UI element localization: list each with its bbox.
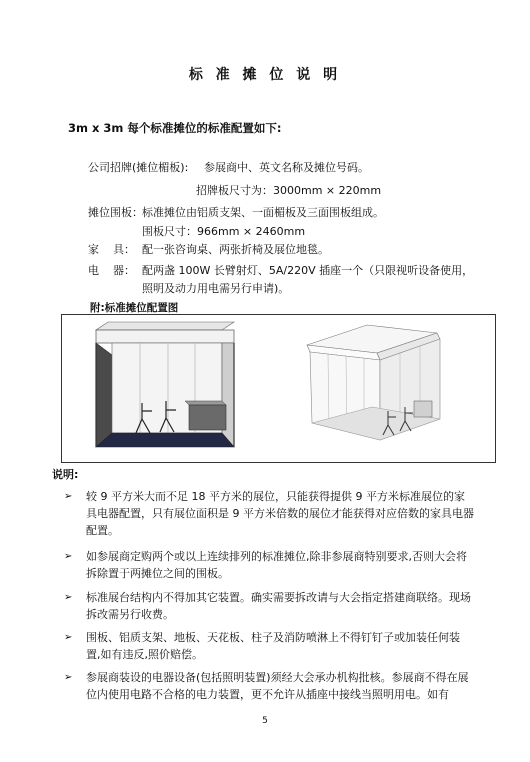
arrow-bullet-icon: ➢ bbox=[64, 672, 73, 683]
arrow-bullet-icon: ➢ bbox=[64, 592, 73, 603]
note-item: ➢ 如参展商定购两个或以上连续排列的标准摊位,除非参展商特别要求,否则大会将拆除置于两摊位之间的围板。 bbox=[64, 550, 467, 580]
config-subtitle: 3m x 3m 每个标准摊位的标准配置如下: bbox=[68, 121, 282, 135]
furniture-value: 配一张咨询桌、两张折椅及展位地毯。 bbox=[142, 243, 329, 256]
arrow-bullet-icon: ➢ bbox=[64, 491, 73, 502]
notes-heading: 说明: bbox=[52, 468, 79, 481]
note-item: ➢ 标准展台结构内不得加其它装置。确实需要拆改请与大会指定搭建商联络。现场拆改需另行收费。 bbox=[64, 591, 471, 621]
furniture-label: 家 具： bbox=[88, 243, 135, 256]
empty-booth-illustration bbox=[307, 325, 440, 440]
panel-value: 标准摊位由铝质支架、一面楣板及三面围板组成。 bbox=[142, 206, 384, 219]
panel-label: 摊位围板： bbox=[88, 206, 143, 219]
electric-value-line1: 配两盏 100W 长臂射灯、5A/220V 插座一个（只限视听设备使用， bbox=[142, 264, 474, 277]
signage-label: 公司招牌(摊位楣板): bbox=[88, 161, 189, 174]
panel-size: 围板尺寸：966mm × 2460mm bbox=[142, 225, 306, 238]
note-item: ➢ 参展商装设的电器设备(包括照明装置)须经大会承办机构批核。参展商不得在展位内使用电路不合格的电力装置，更不允许从插座中接线当照明用电。如有 bbox=[64, 671, 469, 701]
note-item: ➢ 围板、铝质支架、地板、天花板、柱子及消防喷淋上不得钉钉子或加装任何装置,如有违反,照价赔偿。 bbox=[64, 631, 460, 661]
electric-value-line2: 照明及动力用电需另行申请)。 bbox=[142, 282, 290, 295]
furnished-booth-illustration bbox=[96, 322, 234, 447]
arrow-bullet-icon: ➢ bbox=[64, 632, 73, 643]
note-item: ➢ 较 9 平方米大而不足 18 平方米的展位，只能获得提供 9 平方米标准展位的家具电器配置，只有展位面积是 9 平方米倍数的展位才能获得对应倍数的家具电器配置。 bbox=[64, 490, 474, 537]
page-title: 标 准 摊 位 说 明 bbox=[188, 67, 342, 83]
figure-label: 附:标准摊位配置图 bbox=[90, 302, 179, 314]
signage-value: 参展商中、英文名称及摊位号码。 bbox=[204, 161, 369, 174]
signage-size: 招牌板尺寸为：3000mm × 220mm bbox=[196, 184, 382, 197]
booth-figure bbox=[61, 314, 496, 463]
booth-illustrations bbox=[62, 315, 495, 462]
electric-label: 电 器： bbox=[88, 264, 135, 277]
page-number: 5 bbox=[262, 716, 268, 726]
arrow-bullet-icon: ➢ bbox=[64, 551, 73, 562]
